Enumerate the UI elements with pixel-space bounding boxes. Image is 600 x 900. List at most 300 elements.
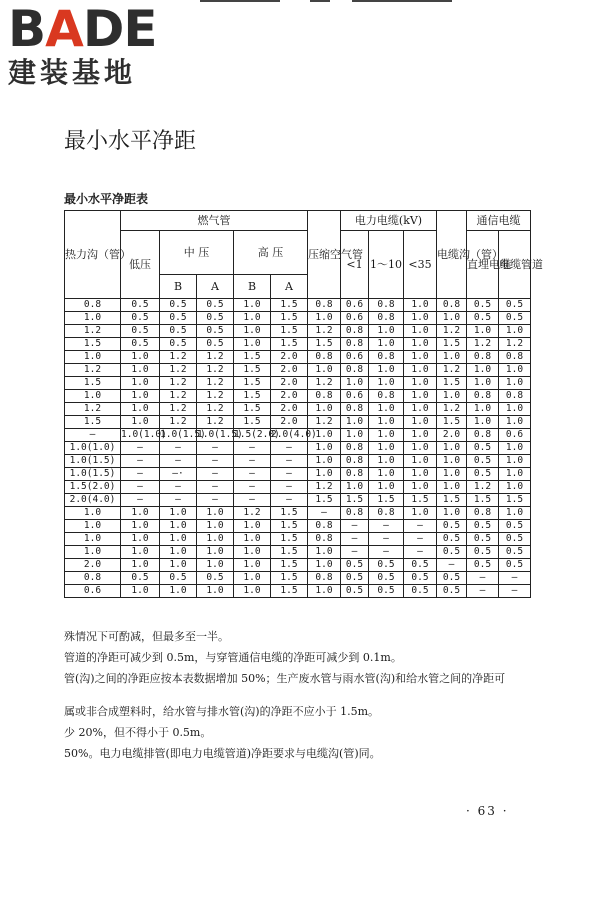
table-cell: 1.5 bbox=[308, 338, 341, 351]
table-cell: 0.6 bbox=[341, 299, 369, 312]
table-row bbox=[65, 468, 531, 481]
table-cell: 1.0 bbox=[369, 416, 404, 429]
table-cell: 0.8 bbox=[308, 533, 341, 546]
table-cell: — bbox=[499, 585, 531, 598]
table-cell: 1.0 bbox=[341, 416, 369, 429]
note-6: 50%。电力电缆排管(即电力电缆管道)净距要求与电缆沟(管)同。 bbox=[64, 747, 381, 760]
table-cell: — bbox=[499, 572, 531, 585]
table-cell: 1.0 bbox=[437, 468, 467, 481]
top-rule-3 bbox=[352, 0, 452, 2]
header-medium-pressure: 中 压 bbox=[160, 231, 234, 275]
table-cell: 1.5 bbox=[467, 494, 499, 507]
table-cell: 1.0 bbox=[437, 442, 467, 455]
table-cell: 1.0 bbox=[121, 403, 160, 416]
table-cell: 1.5 bbox=[65, 377, 121, 390]
table-cell: 1.0 bbox=[308, 364, 341, 377]
table-cell: 1.0 bbox=[499, 416, 531, 429]
table-cell: 1.5 bbox=[271, 325, 308, 338]
table-cell: — bbox=[234, 494, 271, 507]
table-cell: 1.5 bbox=[271, 507, 308, 520]
table-cell: 0.5 bbox=[404, 572, 437, 585]
table-body bbox=[65, 299, 531, 598]
table-cell: 1.0 bbox=[404, 429, 437, 442]
table-cell: 1.2 bbox=[160, 390, 197, 403]
table-cell: 1.0 bbox=[308, 429, 341, 442]
table-row bbox=[65, 390, 531, 403]
table-cell: 2.0 bbox=[271, 364, 308, 377]
table-cell: 0.5 bbox=[197, 299, 234, 312]
table-cell: 1.0 bbox=[369, 364, 404, 377]
header-heat-pipe: 热力沟（管） bbox=[65, 211, 121, 299]
table-cell: 0.8 bbox=[341, 455, 369, 468]
table-cell: 0.5 bbox=[467, 559, 499, 572]
table-cell: 1.0 bbox=[499, 507, 531, 520]
table-cell: 1.0 bbox=[404, 338, 437, 351]
table-cell: 1.0 bbox=[467, 325, 499, 338]
table-row bbox=[65, 338, 531, 351]
table-cell: 0.8 bbox=[437, 299, 467, 312]
table-cell: 1.0 bbox=[437, 312, 467, 325]
table-cell: 1.0 bbox=[121, 390, 160, 403]
table-cell: 0.6 bbox=[341, 312, 369, 325]
page-title: 最小水平净距 bbox=[64, 129, 197, 154]
table-cell: 1.5 bbox=[499, 494, 531, 507]
table-cell: 1.0 bbox=[234, 572, 271, 585]
header-compressed-air: 压缩空气管 bbox=[308, 211, 341, 299]
table-cell: 1.0 bbox=[160, 520, 197, 533]
table-cell: — bbox=[467, 572, 499, 585]
table-cell: 2.0 bbox=[437, 429, 467, 442]
table-title: 最小水平净距表 bbox=[64, 192, 149, 206]
table-cell: 0.8 bbox=[341, 403, 369, 416]
table-row bbox=[65, 429, 531, 442]
table-cell: 1.2 bbox=[308, 325, 341, 338]
table-row bbox=[65, 481, 531, 494]
table-cell: — bbox=[271, 455, 308, 468]
header-medium-a: A bbox=[197, 275, 234, 299]
table-cell: 0.8 bbox=[499, 351, 531, 364]
table-cell: 0.5 bbox=[160, 312, 197, 325]
table-cell: — bbox=[234, 481, 271, 494]
table-cell: 0.5 bbox=[121, 299, 160, 312]
table-cell: — bbox=[197, 494, 234, 507]
table-cell: 0.8 bbox=[341, 442, 369, 455]
table-cell: 0.5 bbox=[499, 299, 531, 312]
table-cell: 0.5 bbox=[197, 338, 234, 351]
table-cell: 1.0 bbox=[499, 455, 531, 468]
table-cell: 1.0 bbox=[369, 481, 404, 494]
table-cell: 1.0 bbox=[65, 546, 121, 559]
table-cell: — bbox=[308, 507, 341, 520]
table-cell: 0.8 bbox=[369, 351, 404, 364]
table-cell: 1.0 bbox=[234, 325, 271, 338]
table-cell: 2.0 bbox=[271, 403, 308, 416]
table-cell: 0.8 bbox=[308, 520, 341, 533]
table-cell: — bbox=[271, 494, 308, 507]
clearance-table bbox=[64, 210, 544, 598]
table-cell: — bbox=[197, 442, 234, 455]
table-cell: 1.0 bbox=[499, 468, 531, 481]
table-cell: 1.5 bbox=[271, 572, 308, 585]
table-cell: 1.2 bbox=[467, 338, 499, 351]
table-cell: 1.5 bbox=[369, 494, 404, 507]
table-cell: 1.0 bbox=[308, 468, 341, 481]
table-cell: 1.0 bbox=[369, 403, 404, 416]
table-cell: 1.0 bbox=[234, 546, 271, 559]
table-cell: 1.5 bbox=[271, 585, 308, 598]
table-cell: 0.8 bbox=[499, 390, 531, 403]
table-cell: 0.8 bbox=[341, 468, 369, 481]
table-cell: 0.8 bbox=[308, 351, 341, 364]
table-cell: 0.8 bbox=[467, 507, 499, 520]
table-cell: 1.0 bbox=[121, 416, 160, 429]
table-cell: 1.0 bbox=[160, 533, 197, 546]
table-row bbox=[65, 364, 531, 377]
table-cell: — bbox=[341, 533, 369, 546]
table-cell: 0.5 bbox=[437, 546, 467, 559]
table-cell: — bbox=[160, 481, 197, 494]
table-cell: 0.5 bbox=[197, 312, 234, 325]
table-cell: 2.0(4.0) bbox=[271, 429, 317, 440]
table-cell: 0.5 bbox=[160, 572, 197, 585]
table-cell: 1.0 bbox=[499, 364, 531, 377]
table-cell: 1.0 bbox=[404, 325, 437, 338]
table-cell: 1.0(1.0) bbox=[121, 429, 167, 440]
table-cell: 0.5 bbox=[404, 559, 437, 572]
table-cell: 1.0 bbox=[404, 299, 437, 312]
table-cell: 1.0 bbox=[65, 533, 121, 546]
table-cell: 1.5 bbox=[234, 390, 271, 403]
table-cell: 1.0 bbox=[308, 546, 341, 559]
table-cell: 0.5 bbox=[437, 572, 467, 585]
table-cell: 1.0 bbox=[121, 533, 160, 546]
top-rule-1 bbox=[200, 0, 280, 2]
table-cell: 1.5 bbox=[271, 533, 308, 546]
table-cell: 1.0 bbox=[341, 429, 369, 442]
table-cell: 1.0 bbox=[65, 351, 121, 364]
logo-wordmark bbox=[8, 0, 157, 58]
table-cell: 1.2 bbox=[197, 416, 234, 429]
table-cell: 1.5 bbox=[65, 338, 121, 351]
table-cell: 1.0 bbox=[404, 403, 437, 416]
table-cell: 0.5 bbox=[160, 299, 197, 312]
table-cell: 1.2 bbox=[197, 364, 234, 377]
table-cell: 1.0 bbox=[121, 507, 160, 520]
page-number: · 63 · bbox=[466, 804, 509, 818]
table-cell: 1.0 bbox=[404, 416, 437, 429]
table-cell: 0.5 bbox=[499, 533, 531, 546]
table-cell: 1.0(1.5) bbox=[197, 429, 243, 440]
table-cell: 0.5 bbox=[121, 312, 160, 325]
header-lt35: <35 bbox=[404, 231, 437, 299]
header-lt1: <1 bbox=[341, 231, 369, 299]
table-cell: 1.2 bbox=[65, 403, 121, 416]
table-cell: 1.0 bbox=[369, 468, 404, 481]
header-1-10: 1～10 bbox=[369, 231, 404, 299]
table-cell: 1.0 bbox=[121, 364, 160, 377]
table-cell: 1.5(2.0) bbox=[234, 429, 280, 440]
header-gas-pipe: 燃气管 bbox=[121, 211, 308, 231]
table-cell: — bbox=[404, 546, 437, 559]
table-cell: 2.0 bbox=[271, 377, 308, 390]
table-cell: 1.0 bbox=[499, 325, 531, 338]
table-cell: 1.0 bbox=[369, 338, 404, 351]
table-row bbox=[65, 520, 531, 533]
table-cell: 1.0 bbox=[160, 546, 197, 559]
table-cell: 1.0 bbox=[121, 546, 160, 559]
table-cell: 1.5 bbox=[308, 494, 341, 507]
table-cell: — bbox=[234, 468, 271, 481]
table-cell: 0.8 bbox=[308, 299, 341, 312]
table-cell: 1.0 bbox=[121, 585, 160, 598]
table-cell: 1.5 bbox=[271, 520, 308, 533]
header-high-b: B bbox=[234, 275, 271, 299]
table-cell: 0.5 bbox=[437, 585, 467, 598]
table-cell: 1.5 bbox=[271, 312, 308, 325]
table-cell: 1.2 bbox=[308, 377, 341, 390]
table-row bbox=[65, 533, 531, 546]
table-cell: 1.0 bbox=[234, 559, 271, 572]
top-rule-2 bbox=[310, 0, 330, 2]
table-cell: 1.5 bbox=[234, 377, 271, 390]
table-cell: 1.2 bbox=[197, 390, 234, 403]
table-cell: 1.2 bbox=[437, 364, 467, 377]
table-cell: 0.5 bbox=[404, 585, 437, 598]
table-cell: 1.2 bbox=[65, 325, 121, 338]
table-cell: 1.0 bbox=[404, 351, 437, 364]
logo-letters-de: DE bbox=[82, 0, 157, 58]
table-cell: 1.0(1.0) bbox=[65, 442, 121, 455]
table-cell: 0.5 bbox=[369, 585, 404, 598]
table-cell: 1.0 bbox=[369, 429, 404, 442]
table-cell: 1.0 bbox=[499, 377, 531, 390]
table-cell: 1.0 bbox=[437, 351, 467, 364]
table-cell: 1.0 bbox=[308, 312, 341, 325]
table-cell: 0.8 bbox=[308, 572, 341, 585]
table-cell: — bbox=[197, 468, 234, 481]
header-high-a: A bbox=[271, 275, 308, 299]
table-cell: — bbox=[160, 442, 197, 455]
table-cell: 0.5 bbox=[197, 325, 234, 338]
header-high-pressure: 高 压 bbox=[234, 231, 308, 275]
table-cell: 1.0 bbox=[467, 416, 499, 429]
table-cell: 0.5 bbox=[160, 338, 197, 351]
table-cell: — bbox=[369, 533, 404, 546]
table-cell: 1.0 bbox=[160, 585, 197, 598]
note-5: 少 20%，但不得小于 0.5m。 bbox=[64, 726, 212, 739]
table-cell: 1.2 bbox=[65, 364, 121, 377]
table-cell: 1.0(1.5) bbox=[160, 429, 206, 440]
table-cell: 1.0 bbox=[197, 585, 234, 598]
table-cell: 0.5 bbox=[160, 325, 197, 338]
table-cell: 1.2 bbox=[308, 481, 341, 494]
header-cable-duct: 电缆管道 bbox=[499, 231, 531, 299]
table-cell: — bbox=[271, 481, 308, 494]
table-cell: 1.5 bbox=[341, 494, 369, 507]
table-cell: 1.0 bbox=[437, 390, 467, 403]
table-cell: 2.0 bbox=[271, 416, 308, 429]
table-cell: — bbox=[121, 468, 160, 481]
table-cell: 1.0 bbox=[234, 533, 271, 546]
table-cell: 1.5 bbox=[271, 338, 308, 351]
header-low-pressure: 低压 bbox=[121, 231, 160, 299]
table-cell: — bbox=[341, 546, 369, 559]
table-cell: 1.0 bbox=[308, 455, 341, 468]
table-cell: 0.5 bbox=[467, 455, 499, 468]
table-cell: 1.0 bbox=[234, 338, 271, 351]
table-cell: 1.5 bbox=[234, 416, 271, 429]
table-cell: — bbox=[271, 468, 308, 481]
table-cell: 1.0 bbox=[197, 507, 234, 520]
header-telecom-cable: 通信电缆 bbox=[467, 211, 531, 231]
table-row bbox=[65, 546, 531, 559]
table-cell: 1.0 bbox=[308, 442, 341, 455]
table-cell: — bbox=[234, 455, 271, 468]
table-cell: 1.0 bbox=[467, 364, 499, 377]
table-cell: 0.5 bbox=[121, 572, 160, 585]
table-cell: 1.0 bbox=[404, 312, 437, 325]
table-cell: 1.2 bbox=[160, 416, 197, 429]
table-cell: 1.0 bbox=[369, 377, 404, 390]
table-cell: 1.0(1.5) bbox=[65, 455, 121, 468]
table-cell: 0.8 bbox=[341, 325, 369, 338]
table-row bbox=[65, 416, 531, 429]
table-cell: 0.8 bbox=[65, 572, 121, 585]
table-cell: 0.5 bbox=[499, 559, 531, 572]
header-cable-trench: 电缆沟（管） bbox=[437, 211, 467, 299]
table-row bbox=[65, 377, 531, 390]
table-cell: 1.5(2.0) bbox=[65, 481, 121, 494]
table-cell: 0.5 bbox=[437, 533, 467, 546]
table-cell: 1.0 bbox=[467, 403, 499, 416]
notes-gap bbox=[64, 689, 505, 701]
table-cell: 1.0 bbox=[197, 546, 234, 559]
table-cell: 1.5 bbox=[404, 494, 437, 507]
table-cell: 1.0 bbox=[65, 520, 121, 533]
table-cell: — bbox=[65, 429, 121, 442]
table-row bbox=[65, 312, 531, 325]
table-cell: 1.0 bbox=[121, 351, 160, 364]
table-row bbox=[65, 455, 531, 468]
table-cell: — bbox=[121, 442, 160, 455]
table-cell: 1.0 bbox=[499, 442, 531, 455]
table-cell: 1.0 bbox=[499, 403, 531, 416]
table-cell: — bbox=[369, 546, 404, 559]
table-cell: 1.0 bbox=[160, 507, 197, 520]
table-cell: — bbox=[121, 455, 160, 468]
table-cell: 1.2 bbox=[437, 325, 467, 338]
table-cell: 0.8 bbox=[467, 351, 499, 364]
table-cell: 1.0 bbox=[65, 507, 121, 520]
table-cell: 0.6 bbox=[341, 351, 369, 364]
table-cell: 1.2 bbox=[234, 507, 271, 520]
table-cell: 1.0 bbox=[197, 533, 234, 546]
table-cell: — bbox=[160, 494, 197, 507]
table-cell: 0.8 bbox=[369, 299, 404, 312]
table-cell: 1.5 bbox=[437, 494, 467, 507]
table-cell: 1.5 bbox=[234, 403, 271, 416]
table-cell: 1.2 bbox=[197, 351, 234, 364]
table-cell: 0.8 bbox=[467, 390, 499, 403]
table-cell: 1.0 bbox=[369, 325, 404, 338]
table-cell: 0.5 bbox=[341, 559, 369, 572]
note-1: 殊情况下可酌减，但最多至一半。 bbox=[64, 630, 229, 643]
table-cell: — bbox=[437, 559, 467, 572]
table-cell: 0.8 bbox=[467, 429, 499, 442]
table-row bbox=[65, 585, 531, 598]
table-cell: 1.2 bbox=[160, 364, 197, 377]
table-cell: 0.5 bbox=[341, 585, 369, 598]
table-cell: 1.2 bbox=[308, 416, 341, 429]
table-cell: 1.5 bbox=[234, 351, 271, 364]
table-cell: 0.5 bbox=[437, 520, 467, 533]
table-cell: 0.5 bbox=[467, 312, 499, 325]
table-cell: 1.0(1.5) bbox=[65, 468, 121, 481]
table-cell: 1.2 bbox=[437, 403, 467, 416]
table-cell: 1.0 bbox=[121, 559, 160, 572]
table-cell: 1.2 bbox=[467, 481, 499, 494]
table-cell: — bbox=[404, 533, 437, 546]
table-cell: 0.8 bbox=[369, 507, 404, 520]
table-cell: 0.5 bbox=[467, 546, 499, 559]
table-cell: 1.2 bbox=[499, 338, 531, 351]
table-cell: 1.0 bbox=[404, 442, 437, 455]
table-cell: 1.0 bbox=[437, 455, 467, 468]
table-cell: 2.0 bbox=[65, 559, 121, 572]
table-cell: 0.8 bbox=[341, 507, 369, 520]
table-cell: 0.5 bbox=[499, 312, 531, 325]
table-cell: 1.0 bbox=[404, 390, 437, 403]
table-row bbox=[65, 325, 531, 338]
table-cell: 1.0 bbox=[234, 299, 271, 312]
table-cell: 1.0 bbox=[234, 312, 271, 325]
table-cell: 2.0 bbox=[271, 390, 308, 403]
table-cell: 0.5 bbox=[499, 520, 531, 533]
table-cell: —· bbox=[160, 468, 197, 481]
table-cell: 1.5 bbox=[271, 546, 308, 559]
table-cell: — bbox=[197, 455, 234, 468]
table-cell: 1.5 bbox=[271, 299, 308, 312]
table-row bbox=[65, 494, 531, 507]
logo-subtitle: 建装基地 bbox=[8, 56, 137, 89]
table-cell: 2.0(4.0) bbox=[65, 494, 121, 507]
bade-logo bbox=[8, 0, 157, 89]
table-cell: 0.5 bbox=[341, 572, 369, 585]
table-cell: — bbox=[121, 481, 160, 494]
table-cell: — bbox=[341, 520, 369, 533]
table-cell: 0.5 bbox=[121, 325, 160, 338]
notes bbox=[64, 626, 505, 764]
table-cell: 1.0 bbox=[234, 520, 271, 533]
table-cell: — bbox=[160, 455, 197, 468]
table-cell: 1.0 bbox=[404, 481, 437, 494]
table-cell: 2.0 bbox=[271, 351, 308, 364]
table-cell: 1.0 bbox=[404, 364, 437, 377]
table-cell: 1.5 bbox=[437, 338, 467, 351]
table-row bbox=[65, 403, 531, 416]
table-cell: 0.8 bbox=[341, 338, 369, 351]
table-cell: 1.0 bbox=[404, 507, 437, 520]
header-power-cable: 电力电缆(kV) bbox=[341, 211, 437, 231]
table-row bbox=[65, 507, 531, 520]
table-cell: 0.5 bbox=[467, 520, 499, 533]
table-cell: 1.0 bbox=[499, 481, 531, 494]
table-cell: 1.2 bbox=[160, 377, 197, 390]
table-row bbox=[65, 351, 531, 364]
header-medium-b: B bbox=[160, 275, 197, 299]
note-3: 管(沟)之间的净距应按本表数据增加 50%；生产废水管与雨水管(沟)和给水管之间的净距可 bbox=[64, 672, 506, 685]
table-cell: 1.5 bbox=[437, 377, 467, 390]
